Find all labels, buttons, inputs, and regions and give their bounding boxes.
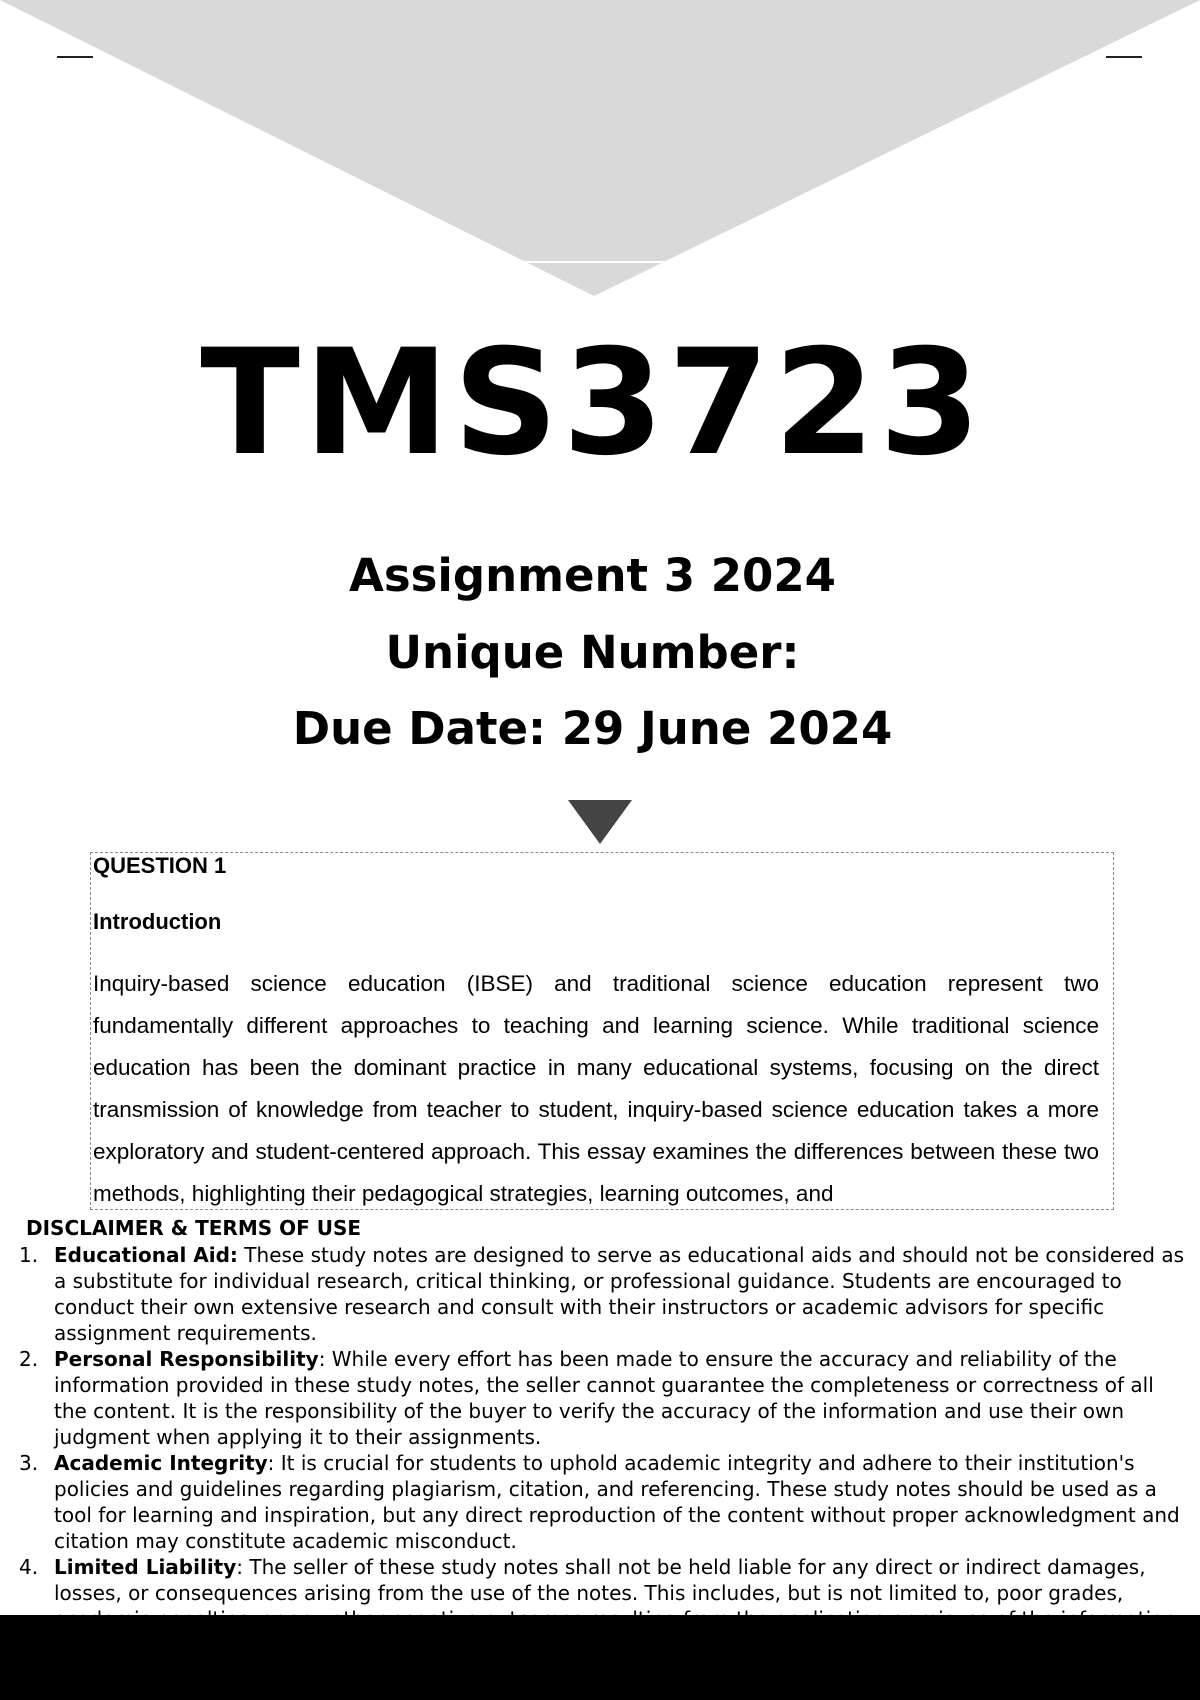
question-heading: QUESTION 1 <box>93 853 227 878</box>
assignment-label: Assignment 3 2024 <box>349 549 836 602</box>
disclaimer-section <box>17 1215 1187 1632</box>
bottom-black-bar <box>0 1615 1200 1700</box>
disclaimer-item <box>17 1450 1187 1554</box>
question-preview-box <box>90 852 1114 1210</box>
disclaimer-item-term: Educational Aid: <box>54 1243 238 1267</box>
disclaimer-item-number: 4. <box>19 1555 39 1579</box>
disclaimer-item-number: 2. <box>19 1347 39 1371</box>
disclaimer-item-text: : It is crucial for students to uphold academic integrity and adhere to their institution's policies and guidelines regarding plagiarism, citation, and referencing. These study notes should be used as a tool for learning and inspiration, but any direct reproduction of the content without proper acknowledgment and citation may constitute academic misconduct. <box>54 1451 1180 1553</box>
disclaimer-item-term: Limited Liability <box>54 1555 237 1579</box>
disclaimer-title: DISCLAIMER & TERMS OF USE <box>26 1216 362 1240</box>
disclaimer-item-term: Personal Responsibility <box>54 1347 319 1371</box>
header-rule-right <box>1106 56 1142 58</box>
disclaimer-item <box>17 1346 1187 1450</box>
unique-number-label: Unique Number: <box>385 626 800 679</box>
disclaimer-item-number: 3. <box>19 1451 39 1475</box>
disclaimer-list <box>17 1242 1187 1632</box>
cover-banner-graphic <box>0 0 1200 300</box>
due-date-label: Due Date: 29 June 2024 <box>292 702 893 755</box>
introduction-text: Inquiry-based science education (IBSE) and traditional science education represent two fundamentally different approaches to teaching and learning science. While traditional science education has been the dominant practice in many educational systems, focusing on the direct transmission of knowledge from teacher to student, inquiry-based science education takes a more exploratory and student-centered approach. This essay examines the differences between these two methods, highlighting their pedagogical strategies, learning outcomes, and <box>93 971 1099 1206</box>
disclaimer-item-term: Academic Integrity <box>54 1451 268 1475</box>
disclaimer-item-text: : While every effort has been made to ensure the accuracy and reliability of the information provided in these study notes, the seller cannot guarantee the completeness or correctness of all the content. It is the responsibility of the buyer to verify the accuracy of the information and use their own judgment when applying it to their assignments. <box>54 1347 1154 1449</box>
disclaimer-item-number: 1. <box>19 1243 39 1267</box>
disclaimer-item-text: These study notes are designed to serve as educational aids and should not be considered as a substitute for individual research, critical thinking, or professional guidance. Students are encouraged to conduct their own extensive research and consult with their instructors or academic advisors for specific assignment requirements. <box>54 1243 1185 1345</box>
disclaimer-item <box>17 1242 1187 1346</box>
course-code-title: TMS3723 <box>200 318 985 488</box>
header-rule-left <box>57 56 93 58</box>
down-triangle-icon <box>568 800 632 844</box>
disclaimer-item-text: : The seller of these study notes shall not be held liable for any direct or indirect damages, losses, or consequences arising from the use of the notes. This includes, but is not limited to, poor grades, <box>54 1555 1146 1605</box>
introduction-heading: Introduction <box>93 909 222 934</box>
